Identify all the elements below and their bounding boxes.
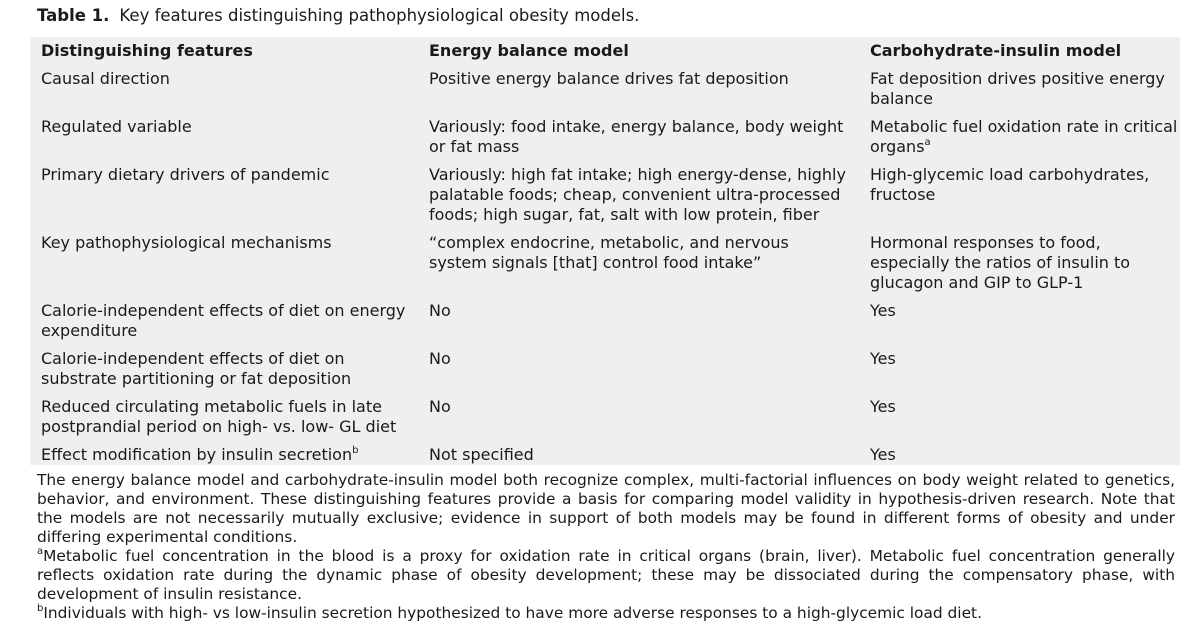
ebm-cell: Positive energy balance drives fat deposition — [429, 69, 789, 88]
footnote-b — [37, 604, 1175, 623]
footnote-marker-a: a — [924, 136, 931, 148]
ebm-cell: Variously: food intake, energy balance, body weight or fat mass — [429, 117, 844, 156]
ebm-cell: Variously: high fat intake; high energy-dense, highly palatable foods; cheap, convenient ultra-processed foods; high sugar, fat, salt with low protein, fiber — [429, 165, 846, 224]
feature-cell: Regulated variable — [41, 117, 192, 136]
table-title: Key features distinguishing pathophysiological obesity models. — [119, 6, 640, 25]
cim-cell-text: Metabolic fuel oxidation rate in critical organs — [870, 117, 1178, 156]
header-distinguishing-features: Distinguishing features — [41, 41, 253, 60]
cim-cell: Fat deposition drives positive energy balance — [870, 69, 1165, 108]
feature-cell: Calorie-independent effects of diet on energy expenditure — [41, 301, 406, 340]
features-table — [30, 37, 1180, 465]
footnote-a — [37, 547, 1175, 604]
table-caption — [37, 5, 639, 27]
footnote-b-text: Individuals with high- vs low-insulin secretion hypothesized to have more adverse responses to a high-glycemic load diet. — [43, 604, 982, 622]
ebm-cell: No — [429, 397, 451, 416]
footnote-a-text: Metabolic fuel concentration in the blood is a proxy for oxidation rate in critical organs (brain, liver). Metabolic fuel concentration generally reflects oxidation rate during the dynamic phase of obesity development; these may be dissociated during the compensatory phase, with development of insulin resistance. — [37, 547, 1175, 603]
feature-cell: Causal direction — [41, 69, 170, 88]
feature-cell-text: Effect modification by insulin secretion — [41, 445, 353, 464]
feature-cell — [41, 445, 411, 465]
header-energy-balance-model: Energy balance model — [429, 41, 629, 60]
ebm-cell: No — [429, 349, 451, 368]
ebm-cell: Not specified — [429, 445, 534, 464]
cim-cell: High-glycemic load carbohydrates, fructose — [870, 165, 1150, 204]
feature-cell: Key pathophysiological mechanisms — [41, 233, 332, 252]
ebm-cell: No — [429, 301, 451, 320]
footnote-marker-b: b — [352, 444, 359, 456]
table-footnotes — [37, 471, 1175, 623]
cim-cell: Yes — [870, 397, 896, 416]
cim-cell: Hormonal responses to food, especially the ratios of insulin to glucagon and GIP to GLP-1 — [870, 233, 1131, 292]
feature-cell: Reduced circulating metabolic fuels in late postprandial period on high- vs. low- GL diet — [41, 397, 397, 436]
feature-cell: Calorie-independent effects of diet on substrate partitioning or fat deposition — [41, 349, 352, 388]
header-carbohydrate-insulin-model: Carbohydrate-insulin model — [870, 41, 1122, 60]
footnote-b-marker: b — [37, 602, 44, 614]
cim-cell: Yes — [870, 349, 896, 368]
cim-cell: Yes — [870, 445, 896, 464]
ebm-cell: “complex endocrine, metabolic, and nervous system signals [that] control food intake” — [429, 233, 789, 272]
footnote-a-marker: a — [37, 545, 44, 557]
cim-cell: Yes — [870, 301, 896, 320]
feature-cell: Primary dietary drivers of pandemic — [41, 165, 330, 184]
cim-cell — [870, 117, 1180, 157]
footnote-main: The energy balance model and carbohydrate-insulin model both recognize complex, multi-factorial influences on body weight related to genetics, behavior, and environment. These distinguishing features provide a basis for comparing model validity in hypothesis-driven research. Note that the models are not necessarily mutually exclusive; evidence in support of both models may be found in different forms of obesity and under differing experimental conditions. — [37, 471, 1175, 546]
table-label: Table 1. — [37, 6, 110, 25]
